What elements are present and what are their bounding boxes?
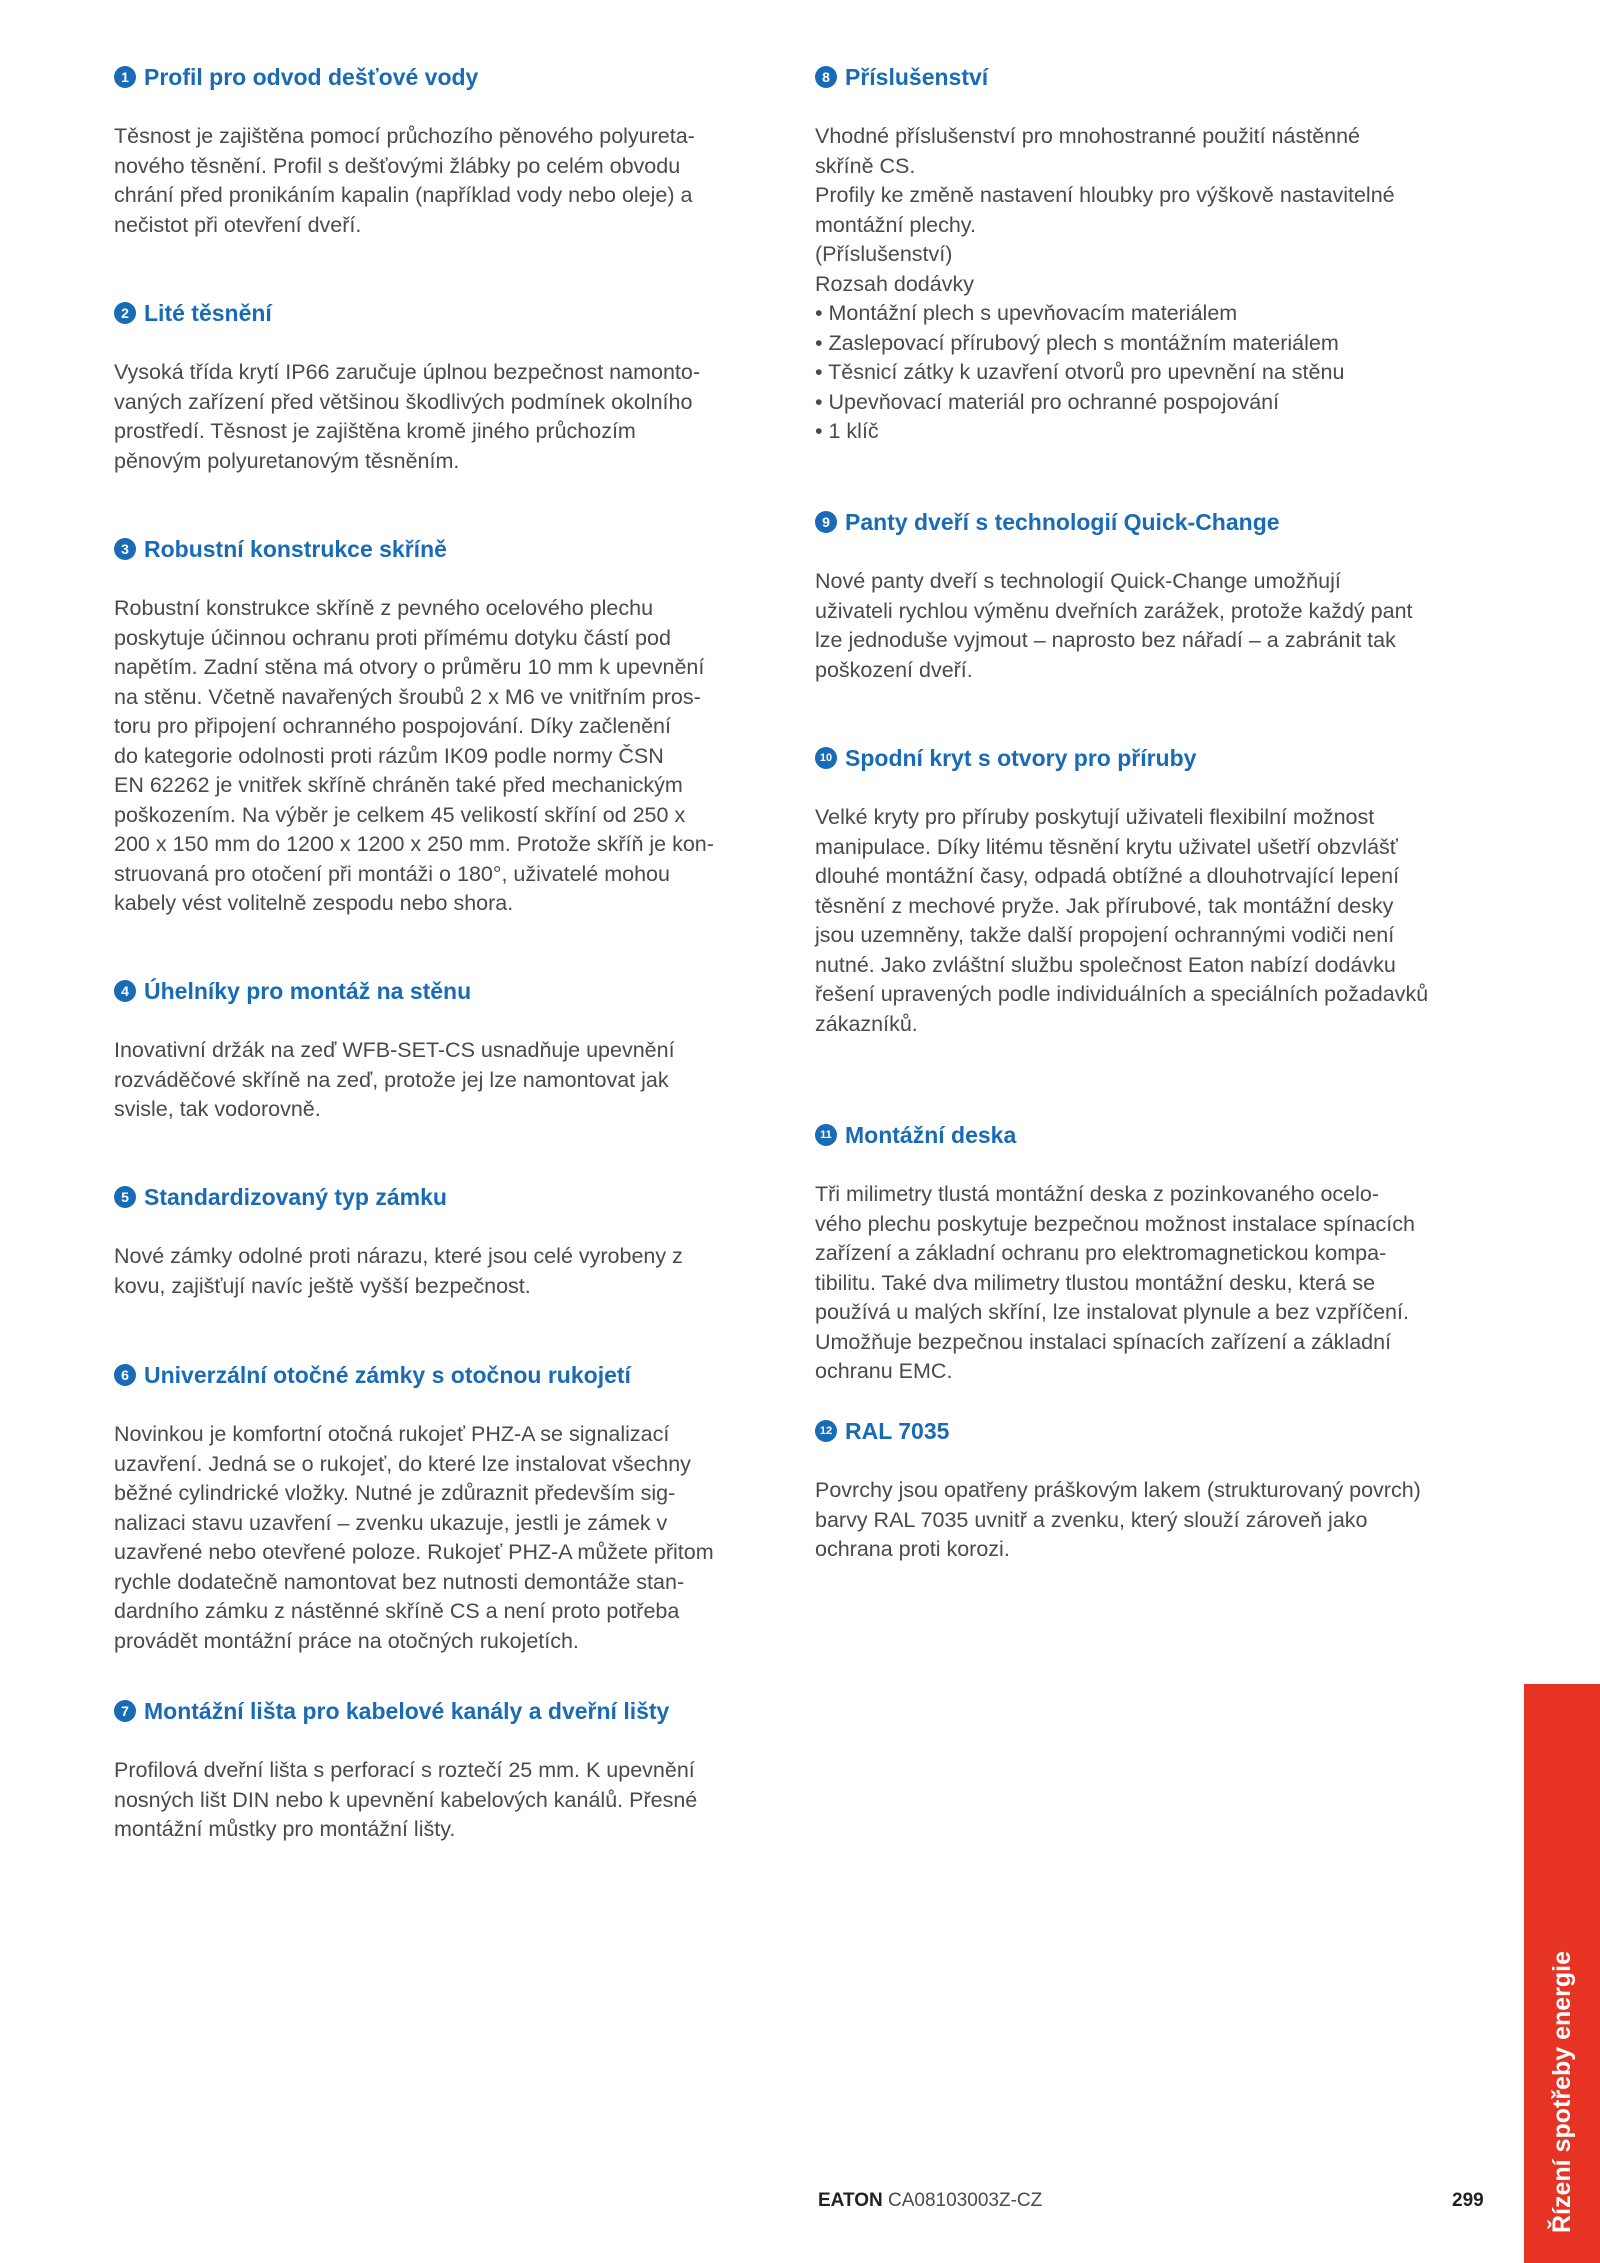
- body-line: • Upevňovací materiál pro ochranné pospojování: [815, 389, 1280, 414]
- body-line: dardního zámku z nástěnné skříně CS a není proto potřeba: [114, 1599, 680, 1623]
- section-title: Standardizovaný typ zámku: [144, 1184, 447, 1210]
- body-line: ochrana proti korozi.: [815, 1537, 1010, 1561]
- body-line: nečistot při otevření dveří.: [114, 212, 362, 237]
- section-title: RAL 7035: [845, 1418, 950, 1444]
- section-9: [815, 507, 1413, 685]
- section-12: [815, 1416, 1421, 1565]
- section-title: Montážní lišta pro kabelové kanály a dveřní lišty: [144, 1698, 670, 1724]
- side-tab: [1524, 1684, 1600, 2263]
- section-heading: [114, 1360, 714, 1390]
- body-line: Těsnost je zajištěna pomocí průchozího pěnového polyureta-: [114, 124, 695, 148]
- body-line: Vhodné příslušenství pro mnohostranné použití nástěnné: [815, 124, 1361, 148]
- section-number-badge: 6: [114, 1364, 136, 1386]
- section-body: [815, 567, 1413, 685]
- body-line: Rozsah dodávky: [815, 271, 974, 296]
- body-line: dlouhé montážní časy, odpadá obtížné a dlouhotrvající lepení: [815, 864, 1400, 888]
- section-title: Robustní konstrukce skříně: [144, 536, 447, 562]
- body-line: • Montážní plech s upevňovacím materiálem: [815, 301, 1238, 325]
- body-line: poskytuje účinnou ochranu proti přímému dotyku částí pod: [114, 625, 671, 650]
- section-body: [815, 122, 1395, 447]
- section-title: Příslušenství: [845, 64, 989, 90]
- body-line: Tři milimetry tlustá montážní deska z pozinkovaného ocelo-: [815, 1182, 1380, 1206]
- section-body: [114, 1756, 697, 1845]
- body-line: • Zaslepovací přírubový plech s montážním materiálem: [815, 330, 1339, 355]
- body-line: • Těsnicí zátky k uzavření otvorů pro upevnění na stěnu: [815, 360, 1345, 384]
- section-1: [114, 62, 695, 240]
- body-line: prostředí. Těsnost je zajištěna kromě jiného průchozím: [114, 419, 636, 443]
- body-line: svisle, tak vodorovně.: [114, 1097, 321, 1121]
- section-7: [114, 1696, 697, 1845]
- section-title: Montážní deska: [845, 1122, 1017, 1148]
- body-line: skříně CS.: [815, 153, 916, 178]
- section-heading: [815, 743, 1428, 773]
- body-line: nového těsnění. Profil s dešťovými žlábky po celém obvodu: [114, 153, 681, 178]
- body-line: poškozením. Na výběr je celkem 45 velikostí skříní od 250 x: [114, 802, 686, 827]
- body-line: pěnovým polyuretanovým těsněním.: [114, 448, 460, 473]
- body-line: struovaná pro otočení při montáži o 180°, uživatelé mohou: [114, 861, 670, 886]
- section-title: Úhelníky pro montáž na stěnu: [144, 978, 472, 1004]
- body-line: těsnění z mechové pryže. Jak přírubové, tak montážní desky: [815, 893, 1394, 918]
- section-heading: [114, 1696, 697, 1726]
- body-line: chrání před pronikáním kapalin (například vody nebo oleje) a: [114, 183, 693, 207]
- body-line: zákazníků.: [815, 1011, 918, 1036]
- section-body: [114, 358, 700, 476]
- body-line: 200 x 150 mm do 1200 x 1200 x 250 mm. Protože skříň je kon-: [114, 832, 714, 856]
- body-line: jsou uzemněny, takže další propojení ochrannými vodiči není: [815, 923, 1395, 947]
- body-line: provádět montážní práce na otočných rukojetích.: [114, 1628, 579, 1653]
- body-line: vého plechu poskytuje bezpečnou možnost instalace spínacích: [815, 1211, 1415, 1236]
- section-body: [114, 1420, 714, 1656]
- section-number-badge: 10: [815, 747, 837, 769]
- body-line: kovu, zajišťují navíc ještě vyšší bezpečnost.: [114, 1273, 531, 1298]
- section-heading: [815, 1416, 1421, 1446]
- body-line: rychle dodatečně namontovat bez nutnosti demontáže stan-: [114, 1569, 685, 1594]
- body-line: nosných lišt DIN nebo k upevnění kabelových kanálů. Přesné: [114, 1787, 698, 1812]
- section-title: Profil pro odvod dešťové vody: [144, 64, 479, 90]
- section-body: [815, 1180, 1415, 1387]
- body-line: Umožňuje bezpečnou instalaci spínacích zařízení a základní: [815, 1329, 1392, 1354]
- body-line: manipulace. Díky litému těsnění krytu uživatel ušetří obzvlášť: [815, 834, 1398, 859]
- body-line: Velké kryty pro příruby poskytují uživateli flexibilní možnost: [815, 805, 1375, 829]
- body-line: uzavřené nebo otevřené poloze. Rukojeť PHZ-A můžete přitom: [114, 1540, 714, 1564]
- section-heading: [815, 1120, 1415, 1150]
- section-body: [114, 122, 695, 240]
- section-number-badge: 5: [114, 1186, 136, 1208]
- section-number-badge: 9: [815, 511, 837, 533]
- section-heading: [114, 62, 695, 92]
- section-10: [815, 743, 1428, 1039]
- body-line: rozváděčové skříně na zeď, protože jej lze namontovat jak: [114, 1067, 669, 1092]
- body-line: vaných zařízení před většinou škodlivých podmínek okolního: [114, 389, 693, 414]
- footer-brand: EATON: [818, 2190, 883, 2211]
- section-2: [114, 298, 700, 476]
- section-number-badge: 12: [815, 1420, 837, 1442]
- body-line: montážní můstky pro montážní lišty.: [114, 1817, 456, 1841]
- body-line: toru pro připojení ochranného pospojování. Díky začlenění: [114, 714, 671, 738]
- footer-code: CA08103003Z-CZ: [888, 2190, 1043, 2211]
- body-line: Nové panty dveří s technologií Quick-Change umožňují: [815, 569, 1341, 593]
- section-heading: [114, 976, 675, 1006]
- section-heading: [114, 1182, 683, 1212]
- page-number: 299: [1452, 2190, 1484, 2211]
- body-line: kabely vést volitelně zespodu nebo shora.: [114, 891, 514, 915]
- section-number-badge: 1: [114, 66, 136, 88]
- section-body: [114, 594, 714, 919]
- section-number-badge: 3: [114, 538, 136, 560]
- section-number-badge: 7: [114, 1700, 136, 1722]
- section-11: [815, 1120, 1415, 1387]
- body-line: uzavření. Jedná se o rukojeť, do které lze instalovat všechny: [114, 1451, 691, 1476]
- body-line: montážní plechy.: [815, 212, 976, 237]
- body-line: Nové zámky odolné proti nárazu, které jsou celé vyrobeny z: [114, 1244, 683, 1268]
- section-number-badge: 8: [815, 66, 837, 88]
- section-8: [815, 62, 1395, 447]
- section-title: Spodní kryt s otvory pro příruby: [845, 745, 1197, 771]
- body-line: tibilitu. Také dva milimetry tlustou montážní desku, která se: [815, 1270, 1376, 1295]
- body-line: Robustní konstrukce skříně z pevného ocelového plechu: [114, 596, 654, 620]
- body-line: Profily ke změně nastavení hloubky pro výškově nastavitelné: [815, 183, 1395, 207]
- section-title: Lité těsnění: [144, 300, 272, 326]
- section-number-badge: 2: [114, 302, 136, 324]
- section-heading: [815, 62, 1395, 92]
- body-line: nalizaci stavu uzavření – zvenku ukazuje, jestli je zámek v: [114, 1510, 668, 1535]
- body-line: EN 62262 je vnitřek skříně chráněn také před mechanickým: [114, 773, 683, 797]
- body-line: napětím. Zadní stěna má otvory o průměru 10 mm k upevnění: [114, 655, 705, 679]
- section-body: [815, 803, 1428, 1039]
- body-line: běžné cylindrické vložky. Nutné je zdůraznit především sig-: [114, 1481, 676, 1505]
- section-body: [815, 1476, 1421, 1565]
- body-line: (Příslušenství): [815, 242, 953, 266]
- section-number-badge: 11: [815, 1124, 837, 1146]
- body-line: Novinkou je komfortní otočná rukojeť PHZ-A se signalizací: [114, 1422, 670, 1446]
- body-line: • 1 klíč: [815, 419, 879, 443]
- section-3: [114, 534, 714, 919]
- body-line: do kategorie odolnosti proti rázům IK09 podle normy ČSN: [114, 743, 664, 768]
- section-title: Panty dveří s technologií Quick-Change: [845, 509, 1280, 535]
- section-body: [114, 1242, 683, 1301]
- section-heading: [114, 534, 714, 564]
- body-line: barvy RAL 7035 uvnitř a zvenku, který slouží zároveň jako: [815, 1507, 1368, 1532]
- section-5: [114, 1182, 683, 1301]
- body-line: řešení upravených podle individuálních a speciálních požadavků: [815, 982, 1429, 1006]
- body-line: Vysoká třída krytí IP66 zaručuje úplnou bezpečnost namonto-: [114, 360, 701, 384]
- body-line: ochranu EMC.: [815, 1359, 953, 1383]
- section-body: [114, 1036, 675, 1125]
- section-heading: [114, 298, 700, 328]
- body-line: Inovativní držák na zeď WFB-SET-CS usnadňuje upevnění: [114, 1038, 675, 1062]
- body-line: uživateli rychlou výměnu dveřních zarážek, protože každý pant: [815, 598, 1413, 623]
- body-line: zařízení a základní ochranu pro elektromagnetickou kompa-: [815, 1241, 1387, 1265]
- body-line: Profilová dveřní lišta s perforací s roztečí 25 mm. K upevnění: [114, 1758, 695, 1782]
- footer: [818, 2190, 1042, 2212]
- body-line: poškození dveří.: [815, 657, 973, 682]
- section-4: [114, 976, 675, 1125]
- body-line: Povrchy jsou opatřeny práškovým lakem (strukturovaný povrch): [815, 1478, 1421, 1502]
- body-line: na stěnu. Včetně navařených šroubů 2 x M6 ve vnitřním pros-: [114, 684, 701, 709]
- section-number-badge: 4: [114, 980, 136, 1002]
- section-heading: [815, 507, 1413, 537]
- section-title: Univerzální otočné zámky s otočnou rukojetí: [144, 1362, 631, 1388]
- side-tab-label: Řízení spotřeby energie: [1548, 1950, 1576, 2233]
- body-line: lze jednoduše vyjmout – naprosto bez nářadí – a zabránit tak: [815, 628, 1396, 652]
- body-line: nutné. Jako zvláštní službu společnost Eaton nabízí dodávku: [815, 952, 1396, 977]
- body-line: používá u malých skříní, lze instalovat plynule a bez vzpříčení.: [815, 1300, 1409, 1324]
- section-6: [114, 1360, 714, 1656]
